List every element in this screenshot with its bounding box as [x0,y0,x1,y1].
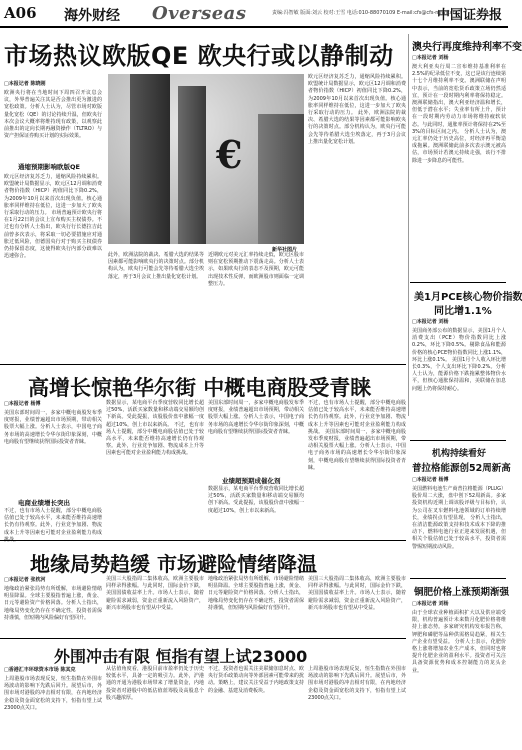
paragraph: 澳洲联储指出，澳大利亚经济温和增长，但低于潜在水平；失业率有所上升，预计在一段时期内劳动力市场将维持疲软状态。与此同时，通胀率预计将保持在2%至3%的目标区间之内。 [412,100,506,135]
paragraph: 上周港股市场表现反复，恒生指数在外围市场波动的影响下先跌后回升。展望后市，外围市场对港股的冲击相对有限，在内地经济企稳及资金面宽松的支持下，恒指有望上试23000点关口。 [4,676,102,711]
paragraph: 市场普遍预计欧央行将在1月22日的会议上宣布购买主权债券。不过也有分析人士指出，欧央行行长德拉吉此前曾多次表示，将采取一切必要措施应对通胀过低风险，但德国央行对于购买主权债券仍持保留态度，这使得欧央行内部分歧难以迅速弥合。 [4,210,102,260]
section-rule [410,282,506,283]
paragraph: 美国东部时间周一，多家中概电商股发布季度财报，业绩普遍超出市场预期，带动相关股票大幅上涨。分析人士表示，中国电子商务市场的高速增长令华尔街印象深刻，中概电商股有望继续获得国际投资者青睐。 [4,410,102,445]
mid-subhead-2: 电商业绩增长突出 [18,499,70,507]
right-mid-headline-line1: 美1月PCE核心物价指数 [414,292,522,303]
right-top-byline: □本报记者 刘杨 [412,55,449,61]
lower-headline: 地缘局势趋缓 市场避险情绪降温 [30,552,317,576]
paragraph: 美国1月个人收入环比增长0.3%，个人支出环比下降0.2%。分析人士认为，能源价格下跌拖累整体物价水平，但核心通胀保持温和，美联储在加息问题上仍将保持耐心。 [412,356,506,392]
lower-body-col1 [4,586,102,634]
lower-byline: □本报记者 张枕河 [4,577,46,583]
bottom-byline: □香港汇丰环球资本市场 陈其克 [4,667,76,673]
lead-body-col1-top [4,90,102,158]
ecb-building-photo [108,74,304,244]
paragraph: 地缘政治紧张局势有所缓解，市场避险情绪明显降温。全球主要股指普遍上涨，黄金、日元等避险资产价格回落。分析人士指出，地缘局势变化仍存在不确定性，投资者需保持谨慎，但短期内风险偏好有望回升。 [208,576,304,611]
mid-body-col1 [4,410,102,494]
lead-body-col4 [308,74,406,360]
photo-caption: 新华社图片 [272,247,298,253]
paragraph: 不过，投资者也需关注美联储加息时点、欧央行货币政策动向等外部因素可能带来的扰动。策略上，建议关注受益于内地政策支持的金融、基建及消费板块。 [208,666,304,694]
section-rule [0,638,406,639]
right-top-body [412,64,506,276]
section-rule [0,540,406,541]
section-title-english: Overseas [152,3,247,24]
paragraph: 美国三大股指周二集体收高，欧洲主要股市同样录得涨幅。与此同时，国际金价下跌，美国国债收益率上升。市场人士表示，随着避险需求减弱，资金正重新流入风险资产，新兴市场股市也有望从中受益。 [308,576,406,611]
right-lower-headline-line2: 普拉格能源创52周新高 [412,463,511,474]
paragraph: 欧元区经济复苏乏力，通缩风险持续累积。欧盟统计局数据显示，欧元区12月调和消费者物价指数（HICP）初值同比下降0.2%，为2009年10月以来首次出现负值。核心通胀率同样维持在低位，这进一步加大了欧央行采取行动的压力。 [308,74,406,117]
paragraph: 近期欧元对美元汇率持续走低，欧元区股市则在宽松预期推动下震荡走高。分析人士表示，如果欧央行的表态不及预期，欧元可能出现技术性反弹，而欧洲股市则面临一定调整压力。 [208,252,304,287]
right-top-headline: 澳央行再度维持利率不变 [412,42,522,53]
mid-headline: 高增长惊艳华尔街 中概电商股受青睐 [28,376,372,400]
lower-body-col2 [106,576,204,634]
bottom-body-col3 [208,666,304,748]
paragraph: 数据显示，某电商平台季度营收同比增长超过50%，活跃买家数量和移动端交易额均创下新高。受此提振，该股股价盘中涨幅一度超过10%，创上市以来新高。 [208,486,304,514]
euro-sculpture: € [216,132,243,177]
right-bottom-byline: □本报记者 刘杨 [412,601,449,607]
lead-headline: 市场热议欧版QE 欧央行或以静制动 [4,42,394,70]
lead-body-col1 [4,174,102,360]
paragraph: 由于全球农业种植面积扩大以及供应端受限，机构普遍预计未来数月化肥价格将维持上涨态势。多家研究机构发布报告称，钾肥和磷肥等品种供需格局趋紧，相关生产企业有望受益。 [412,610,506,645]
paragraph: 数据显示，某电商平台季度营收同比增长超过50%，活跃买家数量和移动端交易额均创下新高。受此提振，该股股价盘中涨幅一度超过10%，创上市以来新高。 [106,400,204,428]
bottom-body-col1 [4,676,102,748]
newspaper-logo: 中国证券报 [436,8,502,23]
right-lower-headline-line1: 机构持续看好 [432,449,487,459]
paragraph: 美国东部时间周一，多家中概电商股发布季度财报，业绩普遍超出市场预期，带动相关股票大幅上涨。分析人士表示，中国电子商务市场的高速增长令华尔街印象深刻，中概电商股有望继续获得国际投资者青睐。 [308,428,406,471]
section-title: 海外财经 [64,8,120,24]
paragraph: 不过，也有市场人士提醒，部分中概电商股估值已处于较高水平，未来能否维持高速增长仍有待观察。此外，行业竞争加剧、物流成本上升等因素也可能对企业盈利能力构成挑战。 [4,508,102,543]
bottom-body-col4 [308,666,406,748]
mid-subhead: 业绩超预期成催化剂 [222,477,281,485]
mid-body-col3 [208,400,304,472]
paragraph: 从估值角度看，港股目前市盈率仍处于历史较低水平，具备一定的吸引力。此外，沪港通的开通为港股市场带来了增量资金，内地投资者对港股中的低估值蓝筹股及高股息个股兴趣浓厚。 [106,666,204,701]
paragraph: 此外，欧洲法院的裁决、希腊大选的结果等因素都可能影响欧央行的决策时点。部分机构认为，欧央行可能会先等待希腊大选尘埃落定，再于3月会议上推出量化宽松计划。 [108,252,204,280]
lead-body-col2 [108,252,204,360]
masthead [0,0,508,28]
paragraph: 澳大利亚央行周二宣布维持基准利率在2.5%的纪录低位不变，这已是该行连续第十七个月维持利率不变。澳洲联储在声明中表示，当前的宽松货币政策立场仍然适宜，预计在一段时期内利率将保持稳定。 [412,64,506,99]
mid-byline: □本报记者 杨博 [4,401,41,407]
paragraph: 地缘政治紧张局势有所缓解，市场避险情绪明显降温。全球主要股指普遍上涨，黄金、日元等避险资产价格回落。分析人士指出，地缘局势变化仍存在不确定性，投资者需保持谨慎，但短期内风险偏好有望回升。 [4,586,102,621]
lead-subhead: 通缩预期影响欧版QE [18,163,80,171]
page-number: A06 [4,4,37,22]
lower-body-col4 [308,576,406,634]
right-mid-body [412,328,506,434]
paragraph: 不过，也有市场人士提醒，部分中概电商股估值已处于较高水平，未来能否维持高速增长仍有待观察。此外，行业竞争加剧、物流成本上升等因素也可能对企业盈利能力构成挑战。 [308,400,406,435]
lower-body-col3 [208,576,304,634]
bottom-headline: 外围冲击有限 恒指有望上试23000 [54,647,308,666]
editor-info: 责编:冯智敏 版面:刘云 校对:王雪 电话:010-88070109 E-mail:cfs@cfs-news.cn [272,10,456,16]
paragraph: 美国燃料电池生产商普拉格能源（PLUG）股价周二大涨，盘中创下52周新高。多家投资机构近期上调该股评级与目标价，认为公司在叉车燃料电池领域的订单持续增长，业绩拐点有望显现。 [412,486,506,521]
paragraph: 美国商务部公布的数据显示，美国1月个人消费支出（PCE）物价指数同比上涨0.2%，环比下降0.5%。剔除食品和能源价格的核心PCE物价指数同比上涨1.1%，环比上涨0.1%。 [412,328,506,363]
right-mid-byline: □本报记者 刘杨 [412,319,449,325]
paragraph: 不过，也有市场人士提醒，部分中概电商股估值已处于较高水平，未来能否维持高速增长仍有待观察。此外，行业竞争加剧、物流成本上升等因素也可能对企业盈利能力构成挑战。 [106,421,204,457]
mid-body-col4 [308,400,406,536]
paragraph: 美国三大股指周二集体收高，欧洲主要股市同样录得涨幅。与此同时，国际金价下跌，美国国债收益率上升。市场人士表示，随着避险需求减弱，资金正重新流入风险资产，新兴市场股市也有望从中受益。 [106,576,204,611]
section-rule [0,364,406,365]
section-rule [410,578,506,579]
paragraph: 分析人士认为，澳元汇率仍处于历史高位，对经济再平衡造成拖累。澳洲联储此前多次表示澳元被高估，市场预计若澳元持续走强，该行不排除进一步降息的可能性。 [412,128,506,164]
paragraph: 上周港股市场表现反复，恒生指数在外围市场波动的影响下先跌后回升。展望后市，外围市场对港股的冲击相对有限，在内地经济企稳及资金面宽松的支持下，恒指有望上试23000点关口。 [308,666,406,701]
bottom-body-col2 [106,666,204,748]
paragraph: 欧洲央行将在当地时间下周四召开议息会议，外界普遍关注其是否会推出更为激进的宽松政策。分析人士认为，尽管市场对欧版量化宽松（QE）的讨论持续升温，但欧央行本次会议大概率将维持现有政策，以观察此前推出的定向长期再融资操作（TLTRO）与资产担保证券购买计划的实际效果。 [4,90,102,140]
right-lower-body [412,486,506,572]
paragraph: 分析人士指出，在清洁能源政策支持和技术成本下降的推动下，燃料电池行业正迎来发展机遇，但相关个股估值已处于较高水平，投资者需警惕短期波动风险。 [412,514,506,550]
paragraph: 欧元区经济复苏乏力，通缩风险持续累积。欧盟统计局数据显示，欧元区12月调和消费者物价指数（HICP）初值同比下降0.2%，为2009年10月以来首次出现负值。核心通胀率同样维持在低位，这进一步加大了欧央行采取行动的压力。 [4,174,102,217]
section-rule [410,440,506,441]
mid-body-col2 [106,400,204,536]
paragraph: 分析人士表示，化肥价格上涨将增加农业生产成本，但同时也将提升化肥企业的盈利水平。投资者可关注具备资源优势和成本控制能力的龙头企业。 [412,638,506,674]
mid-body-col3-bottom [208,486,304,536]
right-lower-byline: □本报记者 杨博 [412,477,449,483]
paragraph: 美国东部时间周一，多家中概电商股发布季度财报，业绩普遍超出市场预期，带动相关股票大幅上涨。分析人士表示，中国电子商务市场的高速增长令华尔街印象深刻，中概电商股有望继续获得国际投资者青睐。 [208,400,304,435]
right-mid-headline-line2: 同比增1.1% [434,306,492,317]
lead-body-col3 [208,252,304,360]
paragraph: 此外，欧洲法院的裁决、希腊大选的结果等因素都可能影响欧央行的决策时点。部分机构认为，欧央行可能会先等待希腊大选尘埃落定，再于3月会议上推出量化宽松计划。 [308,110,406,145]
lead-byline: □本报记者 陈晓刚 [4,81,46,87]
right-bottom-headline: 铜肥价格上涨预期渐强 [414,587,510,598]
column-divider [408,34,409,416]
right-bottom-body [412,610,506,746]
mid-body-col1-bottom [4,508,102,543]
